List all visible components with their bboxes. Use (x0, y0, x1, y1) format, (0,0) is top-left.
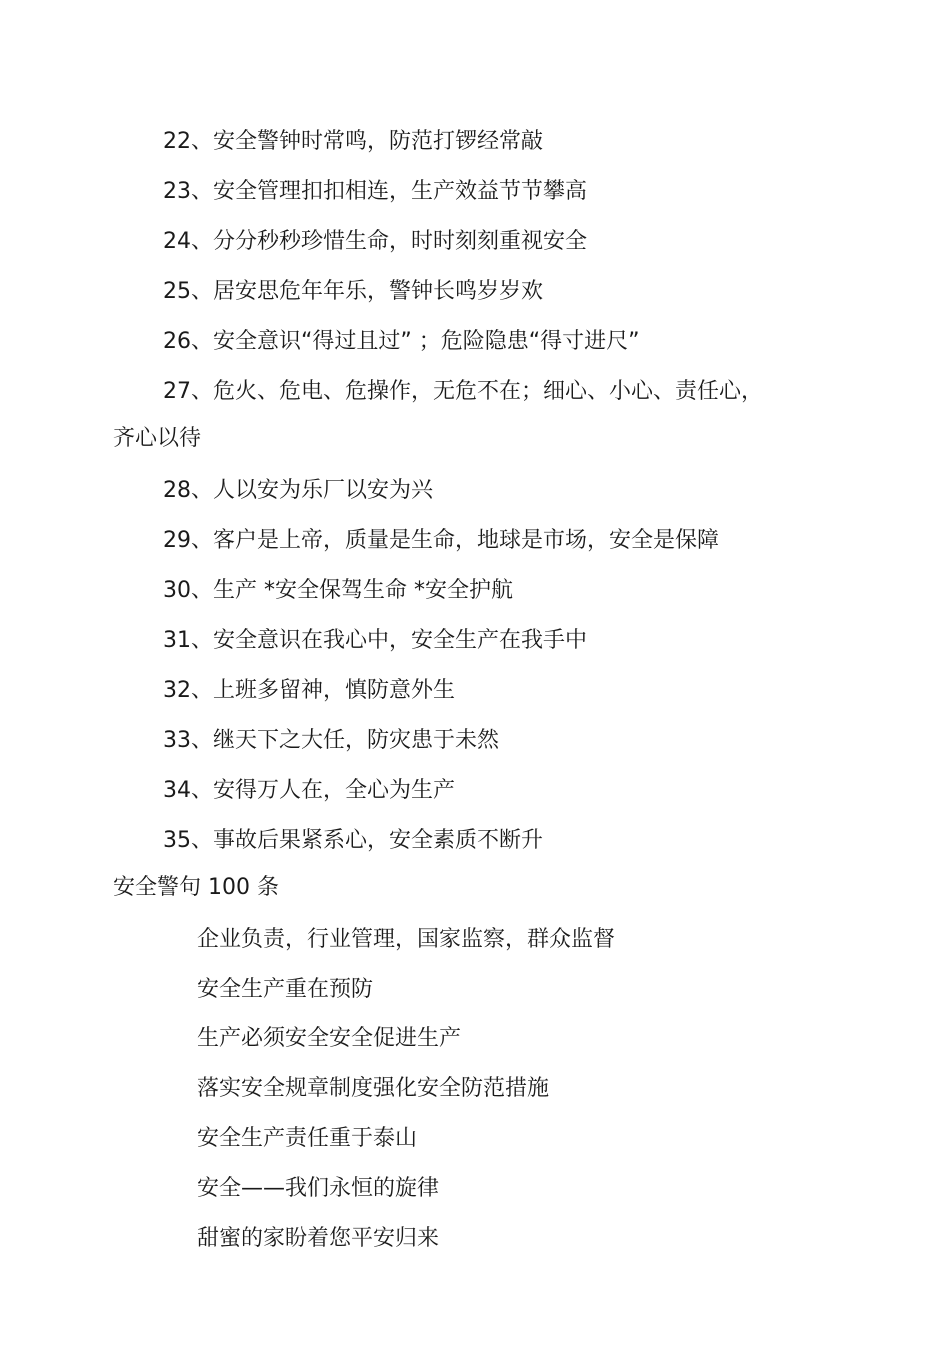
safety-slogan-5: 安全生产责任重于泰山 (197, 1126, 418, 1151)
safety-slogan-6: 安全——我们永恒的旋律 (197, 1176, 440, 1201)
safety-slogan-3: 生产必须安全安全促进生产 (197, 1026, 462, 1051)
slogan-item-31: 31、安全意识在我心中，安全生产在我手中 (163, 628, 587, 653)
slogan-item-33: 33、继天下之大任，防灾患于未然 (163, 728, 499, 753)
slogan-item-25: 25、居安思危年年乐，警钟长鸣岁岁欢 (163, 279, 543, 304)
slogan-item-27-continuation: 齐心以待 (113, 426, 202, 451)
slogan-item-35: 35、事故后果紧系心，安全素质不断升 (163, 828, 543, 853)
slogan-item-23: 23、安全管理扣扣相连，生产效益节节攀高 (163, 179, 587, 204)
slogan-item-32: 32、上班多留神，慎防意外生 (163, 678, 455, 703)
slogan-item-22: 22、安全警钟时常鸣，防范打锣经常敲 (163, 129, 543, 154)
slogan-item-30: 30、生产 *安全保驾生命 *安全护航 (163, 578, 513, 603)
safety-slogan-7: 甜蜜的家盼着您平安归来 (197, 1226, 440, 1251)
safety-slogan-2: 安全生产重在预防 (197, 977, 374, 1002)
safety-slogan-1: 企业负责，行业管理，国家监察，群众监督 (197, 927, 616, 952)
safety-slogan-4: 落实安全规章制度强化安全防范措施 (197, 1076, 550, 1101)
slogan-item-27: 27、危火、危电、危操作，无危不在；细心、小心、责任心， (163, 379, 763, 404)
slogan-item-24: 24、分分秒秒珍惜生命，时时刻刻重视安全 (163, 229, 587, 254)
slogan-item-34: 34、安得万人在，全心为生产 (163, 778, 455, 803)
slogan-item-29: 29、客户是上帝，质量是生命，地球是市场，安全是保障 (163, 528, 719, 553)
slogan-item-28: 28、人以安为乐厂以安为兴 (163, 478, 433, 503)
slogan-item-26: 26、安全意识“得过且过” ；危险隐患“得寸进尺” (163, 329, 640, 354)
section-heading: 安全警句 100 条 (113, 875, 279, 900)
